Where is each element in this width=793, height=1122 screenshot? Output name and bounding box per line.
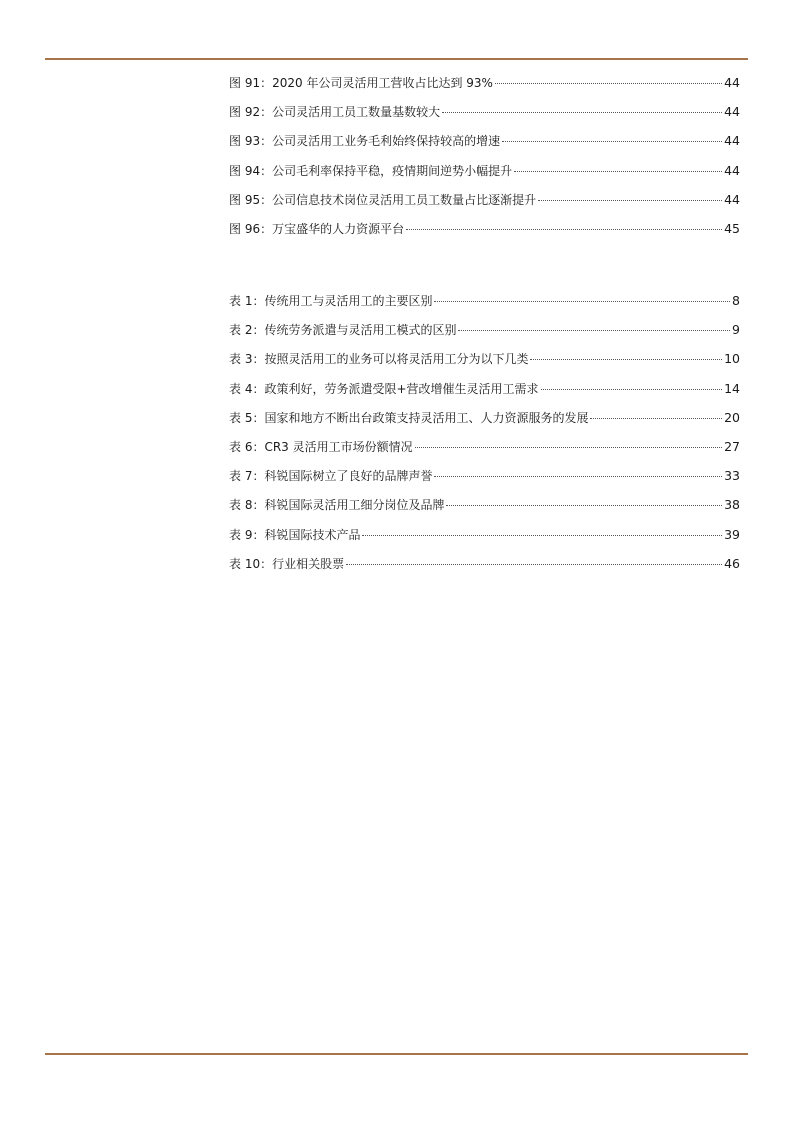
dot-leader [442,112,722,113]
entry-label: 表 7：科锐国际树立了良好的品牌声誉 [229,469,433,484]
entry-page-number: 44 [724,133,740,149]
dot-leader [434,476,722,477]
toc-entry-figure[interactable] [229,101,740,130]
table-list [229,290,740,582]
toc-entry-figure[interactable] [229,160,740,189]
entry-label: 图 94：公司毛利率保持平稳，疫情期间逆势小幅提升 [229,163,513,178]
entry-label: 图 92：公司灵活用工员工数量基数较大 [229,105,441,120]
entry-page-number: 45 [724,220,740,236]
dot-leader [530,359,722,360]
toc-entry-figure[interactable] [229,189,740,218]
entry-label: 表 5：国家和地方不断出台政策支持灵活用工、人力资源服务的发展 [229,410,589,425]
entry-page-number: 10 [724,351,740,367]
dot-leader [434,301,730,302]
entry-page-number: 38 [724,497,740,513]
dot-leader [502,141,722,142]
entry-page-number: 44 [724,162,740,178]
entry-label: 图 91：2020 年公司灵活用工营收占比达到 93% [229,76,493,90]
toc-entry-table[interactable] [229,407,740,436]
dot-leader [362,535,722,536]
toc-entry-table[interactable] [229,290,740,319]
toc-entry-table[interactable] [229,348,740,377]
entry-page-number: 39 [724,526,740,542]
entry-label: 表 10：行业相关股票 [229,556,345,571]
entry-label: 表 6：CR3 灵活用工市场份额情况 [229,439,413,454]
toc-entry-table[interactable] [229,553,740,582]
entry-label: 表 8：科锐国际灵活用工细分岗位及品牌 [229,498,445,513]
entry-page-number: 8 [732,293,740,308]
toc-entry-table[interactable] [229,378,740,407]
dot-leader [541,389,723,390]
entry-page-number: 9 [732,322,740,338]
header-rule [45,58,748,60]
entry-label: 表 4：政策利好，劳务派遣受限+营改增催生灵活用工需求 [229,381,539,396]
dot-leader [495,83,722,84]
dot-leader [415,447,722,448]
figure-list [229,72,740,247]
dot-leader [514,171,722,172]
footer-rule [45,1053,748,1055]
entry-label: 图 96：万宝盛华的人力资源平台 [229,221,405,236]
toc-entry-figure[interactable] [229,72,740,101]
entry-page-number: 20 [724,409,740,425]
entry-page-number: 46 [724,555,740,571]
entry-page-number: 44 [724,75,740,90]
entry-page-number: 33 [724,468,740,484]
toc-entry-table[interactable] [229,319,740,348]
toc-entry-table[interactable] [229,465,740,494]
toc-entry-table[interactable] [229,436,740,465]
entry-label: 表 1：传统用工与灵活用工的主要区别 [229,294,433,308]
toc-entry-table[interactable] [229,524,740,553]
entry-label: 图 93：公司灵活用工业务毛利始终保持较高的增速 [229,134,501,149]
dot-leader [406,229,722,230]
dot-leader [590,418,722,419]
entry-label: 表 2：传统劳务派遣与灵活用工模式的区别 [229,323,457,338]
dot-leader [446,505,722,506]
entry-label: 图 95：公司信息技术岗位灵活用工员工数量占比逐渐提升 [229,192,537,207]
toc-entry-table[interactable] [229,494,740,523]
entry-label: 表 9：科锐国际技术产品 [229,527,361,542]
dot-leader [538,200,722,201]
entry-page-number: 44 [724,191,740,207]
entry-page-number: 14 [724,380,740,396]
entry-label: 表 3：按照灵活用工的业务可以将灵活用工分为以下几类 [229,352,529,367]
toc-entry-figure[interactable] [229,218,740,247]
dot-leader [346,564,722,565]
dot-leader [458,330,730,331]
toc-entry-figure[interactable] [229,130,740,159]
entry-page-number: 44 [724,104,740,120]
entry-page-number: 27 [724,438,740,454]
